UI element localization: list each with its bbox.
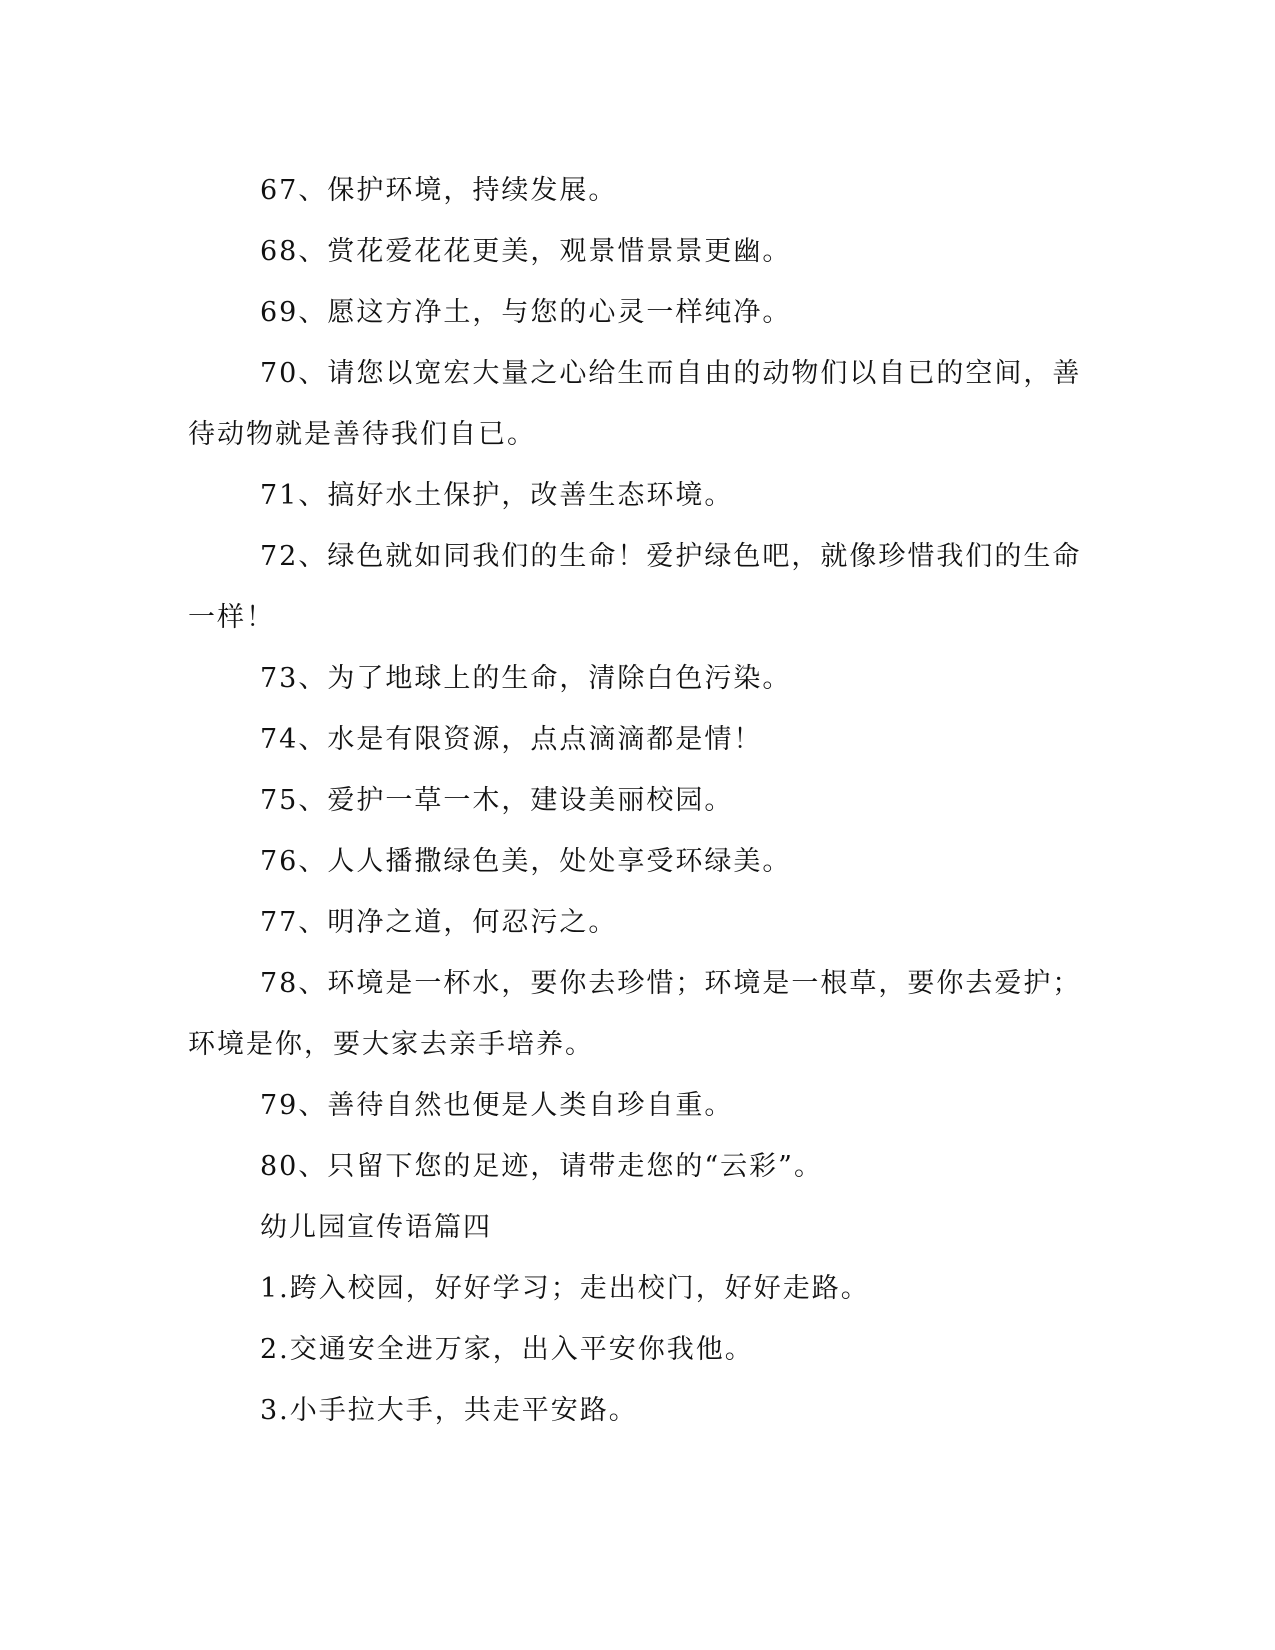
paragraph-74: 74、水是有限资源，点点滴滴都是情！ [260,724,763,755]
document-body [188,160,1088,1441]
paragraph-71: 71、搞好水土保护，改善生态环境。 [260,480,734,511]
paragraph-80: 80、只留下您的足迹，请带走您的“云彩”。 [260,1151,823,1182]
paragraph-75: 75、爱护一草一木，建设美丽校园。 [260,785,734,816]
paragraph-item-1: 1.跨入校园，好好学习；走出校门，好好走路。 [260,1273,870,1304]
paragraph-73: 73、为了地球上的生命，清除白色污染。 [260,663,792,694]
section-heading: 幼儿园宣传语篇四 [260,1212,492,1243]
paragraph-77: 77、明净之道，何忍污之。 [260,907,618,938]
paragraph-70: 70、请您以宽宏大量之心给生而自由的动物们以自已的空间，善待动物就是善待我们自已。 [188,358,1082,450]
paragraph-68: 68、赏花爱花花更美，观景惜景景更幽。 [260,236,792,267]
paragraph-67: 67、保护环境，持续发展。 [260,175,618,206]
paragraph-item-3: 3.小手拉大手，共走平安路。 [260,1395,638,1426]
paragraph-79: 79、善待自然也便是人类自珍自重。 [260,1090,734,1121]
paragraph-69: 69、愿这方净土，与您的心灵一样纯净。 [260,297,792,328]
paragraph-item-2: 2.交通安全进万家，出入平安你我他。 [260,1334,754,1365]
paragraph-76: 76、人人播撒绿色美，处处享受环绿美。 [260,846,792,877]
paragraph-72: 72、绿色就如同我们的生命！爱护绿色吧，就像珍惜我们的生命一样！ [188,541,1082,633]
paragraph-78: 78、环境是一杯水，要你去珍惜；环境是一根草，要你去爱护；环境是你，要大家去亲手培养。 [188,968,1082,1060]
